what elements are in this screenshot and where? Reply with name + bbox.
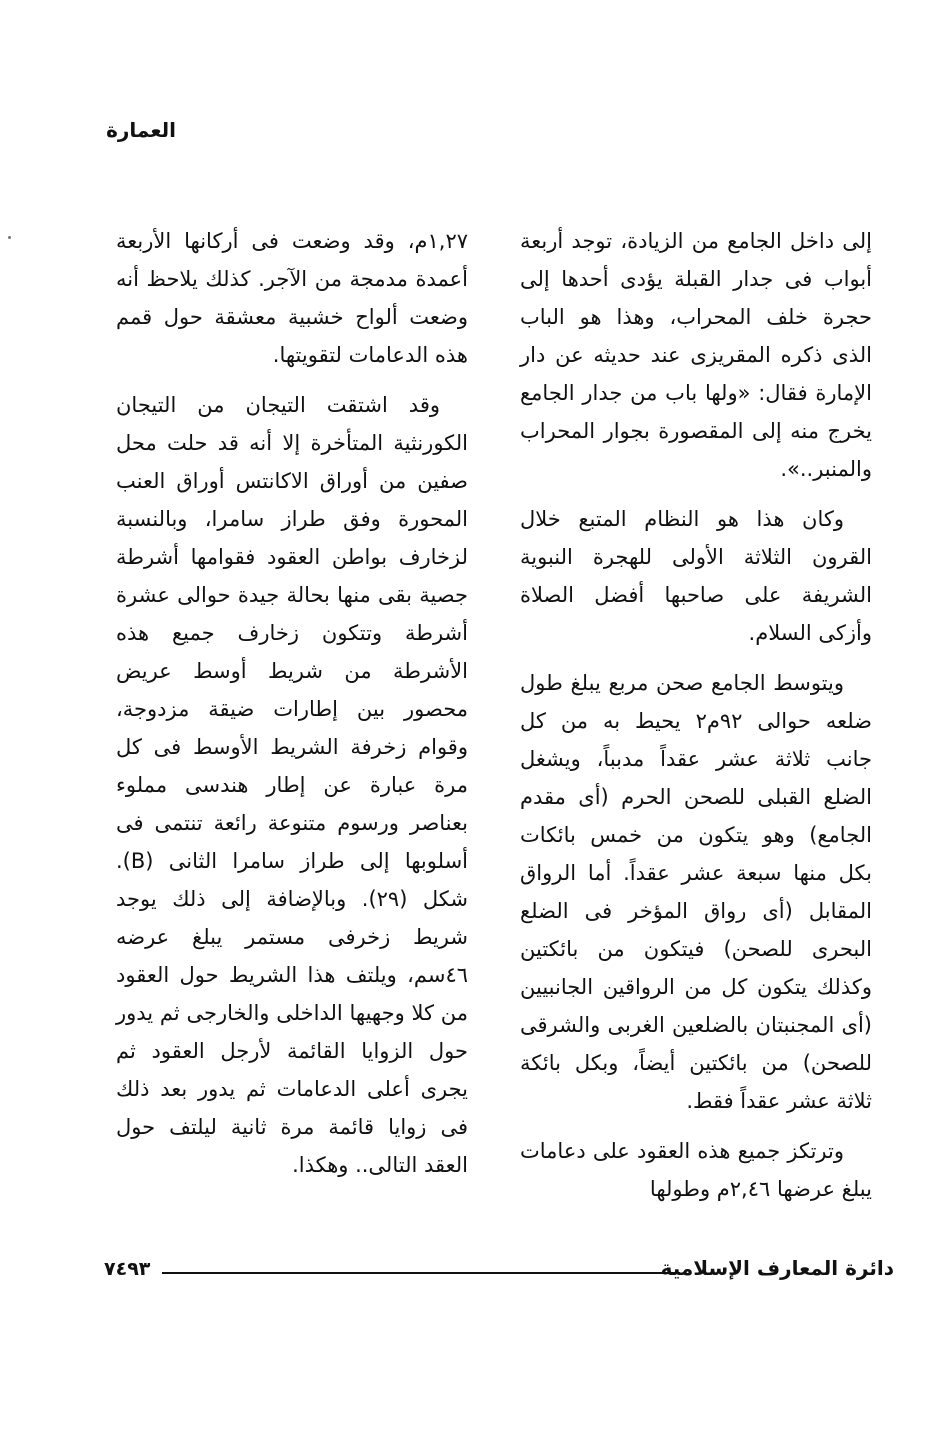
text-column-left	[116, 222, 468, 1196]
running-head-title: العمارة	[106, 118, 176, 142]
paragraph: وترتكز جميع هذه العقود على دعامات يبلغ عرضها ٢,٤٦م وطولها	[520, 1139, 872, 1201]
paragraph: ١,٢٧م، وقد وضعت فى أركانها الأربعة أعمدة مدمجة من الآجر. كذلك يلاحظ أنه وضعت ألواح خشبية معشقة حول قمم هذه الدعامات لتقويتها.	[116, 229, 468, 367]
scan-speck	[8, 236, 11, 239]
page-number: ٧٤٩٣	[104, 1258, 151, 1280]
paragraph: وقد اشتقت التيجان من التيجان الكورنثية المتأخرة إلا أنه قد حلت محل صفين من أوراق الاكانتس أوراق العنب المحورة وفق طراز سامرا، وبالنسبة لزخارف بواطن العقود فقوامها أشرطة جصية بقى منها بحالة جيدة حوالى عشرة أشرطة وتتكون زخارف جميع هذه الأشرطة من شريط أوسط عريض محصور بين إطارات ضيقة مزدوجة، وقوام زخرفة الشريط الأوسط فى كل مرة عبارة عن إطار هندسى مملوء بعناصر ورسوم متنوعة رائعة تنتمى فى أسلوبها إلى طراز سامرا الثانى (B). شكل (٢٩). وبالإضافة إلى ذلك يوجد شريط زخرفى مستمر يبلغ عرضه ٤٦سم، ويلتف هذا الشريط حول العقود من كلا وجهيها الداخلى والخارجى ثم يدور حول الزوايا القائمة لأرجل العقود ثم يجرى أعلى الدعامات ثم يدور بعد ذلك فى زوايا قائمة مرة ثانية ليلتف حول العقد التالى.. وهكذا.	[116, 393, 468, 1177]
paragraph: إلى داخل الجامع من الزيادة، توجد أربعة أبواب فى جدار القبلة يؤدى أحدها إلى حجرة خلف المحراب، وهذا هو الباب الذى ذكره المقريزى عند حديثه عن دار الإمارة فقال: «ولها باب من جدار الجامع يخرج منه إلى المقصورة بجوار المحراب والمنبر..».	[520, 229, 872, 481]
paragraph: وكان هذا هو النظام المتبع خلال القرون الثلاثة الأولى للهجرة النبوية الشريفة على صاحبها أفضل الصلاة وأزكى السلام.	[520, 507, 872, 645]
text-column-right	[520, 222, 872, 1220]
publication-title: دائرة المعارف الإسلامية	[660, 1256, 894, 1280]
page-footer	[104, 1256, 894, 1286]
paragraph: ويتوسط الجامع صحن مربع يبلغ طول ضلعه حوالى ٩٢م٢ يحيط به من كل جانب ثلاثة عشر عقداً مدبباً، ويشغل الضلع القبلى للصحن الحرم (أى مقدم الجامع) وهو يتكون من خمس بائكات بكل منها سبعة عشر عقداً. أما الرواق المقابل (أى رواق المؤخر فى الضلع البحرى للصحن) فيتكون من بائكتين وكذلك يتكون كل من الرواقين الجانبيين (أى المجنبتان بالضلعين الغربى والشرقى للصحن) من بائكتين أيضاً، وبكل بائكة ثلاثة عشر عقداً فقط.	[520, 671, 872, 1113]
footer-divider	[162, 1272, 680, 1274]
